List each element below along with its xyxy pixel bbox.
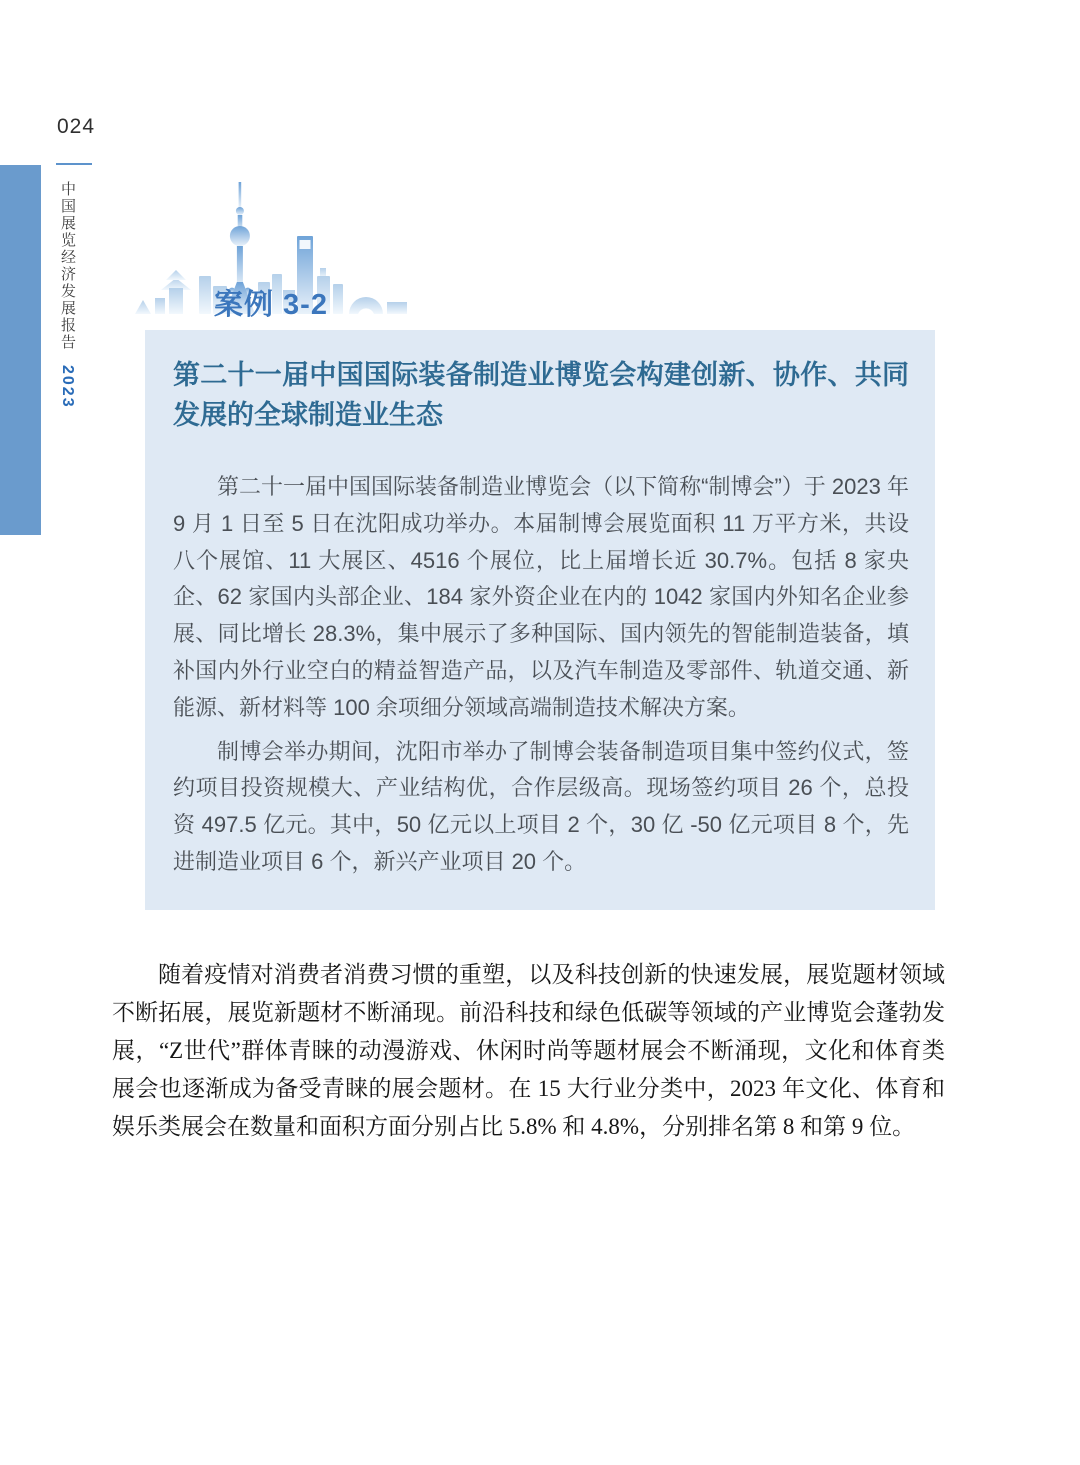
sidebar-accent-bar (0, 165, 41, 535)
sidebar-vertical-title (52, 181, 82, 409)
case-paragraph-2: 制博会举办期间，沈阳市举办了制博会装备制造项目集中签约仪式，签约项目投资规模大、产业结构优，合作层级高。现场签约项目 26 个，总投资 497.5 亿元。其中，50 亿元以上项目 2 个，30 亿 -50 亿元项目 8 个，先进制造业项目 6 个，新兴产业项目 20 个。 (173, 738, 909, 874)
case-paragraph-1: 第二十一届中国国际装备制造业博览会（以下简称“制博会”）于 2023 年 9 月 1 日至 5 日在沈阳成功举办。本届制博会展览面积 11 万平方米，共设八个展馆、11 大展区、4516 个展位，比上届增长近 30.7%。包括 8 家央企、62 家国内头部企业、184 家外资企业在内的 1042 家国内外知名企业参展、同比增长 28.3%，集中展示了多种国际、国内领先的智能制造装备，填补国内外行业空白的精益智造产品，以及汽车制造及零部件、轨道交通、新能源、新材料等 100 余项细分领域高端制造技术解决方案。 (173, 474, 909, 720)
page-number: 024 (57, 115, 96, 138)
body-paragraph: 随着疫情对消费者消费习惯的重塑，以及科技创新的快速发展，展览题材领域不断拓展，展览新题材不断涌现。前沿科技和绿色低碳等领域的产业博览会蓬勃发展，“Z世代”群体青睐的动漫游戏、休闲时尚等题材展会不断涌现，文化和体育类展会也逐渐成为备受青睐的展会题材。在 15 大行业分类中，2023 年文化、体育和娱乐类展会在数量和面积方面分别占比 5.8% 和 4.8%，分别排名第 8 和第 9 位。 (112, 962, 945, 1139)
sidebar-year: 2023 (59, 365, 76, 409)
case-study-box (145, 330, 935, 910)
case-title: 第二十一届中国国际装备制造业博览会构建创新、协作、共同发展的全球制造业生态 (173, 360, 909, 430)
sidebar-report-name: 中国展览经济发展报告 (59, 181, 76, 351)
case-number-label: 案例 3-2 (214, 289, 328, 321)
page-number-divider (56, 163, 92, 165)
